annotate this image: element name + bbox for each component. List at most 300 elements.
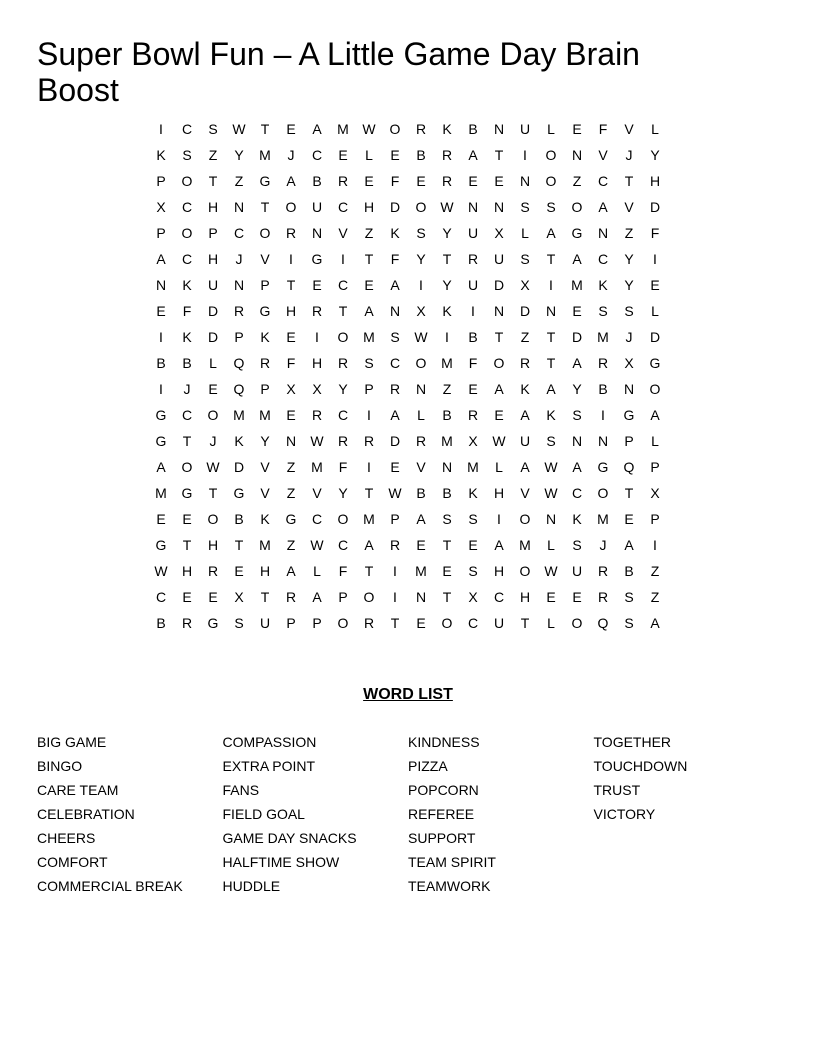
grid-letter[interactable]: X [468,589,478,605]
grid-letter[interactable]: P [260,381,270,397]
grid-letter[interactable]: R [467,251,479,267]
grid-letter[interactable]: N [415,381,427,397]
grid-letter[interactable]: T [390,615,400,631]
grid-letter[interactable]: Y [442,225,452,241]
grid-letter[interactable]: Z [650,563,660,579]
grid-letter[interactable]: S [624,303,634,319]
grid-letter[interactable]: E [494,173,504,189]
grid-letter[interactable]: G [311,251,323,267]
grid-letter[interactable]: W [414,329,428,345]
grid-letter[interactable]: T [208,173,218,189]
grid-letter[interactable]: P [234,329,244,345]
grid-letter[interactable]: P [156,173,166,189]
grid-letter[interactable]: P [390,511,400,527]
grid-letter[interactable]: M [259,147,271,163]
grid-letter[interactable]: K [520,381,530,397]
grid-letter[interactable]: G [623,407,635,423]
grid-letter[interactable]: Z [286,537,296,553]
grid-letter[interactable]: L [547,615,555,631]
grid-letter[interactable]: U [493,615,505,631]
grid-letter[interactable]: E [364,173,374,189]
grid-letter[interactable]: X [234,589,244,605]
grid-letter[interactable]: L [651,303,659,319]
grid-letter[interactable]: G [285,511,297,527]
grid-letter[interactable]: R [597,563,609,579]
grid-letter[interactable]: W [232,121,246,137]
grid-letter[interactable]: S [468,511,478,527]
grid-letter[interactable]: U [467,277,479,293]
grid-letter[interactable]: R [311,407,323,423]
grid-letter[interactable]: I [341,251,345,267]
grid-letter[interactable]: K [260,511,270,527]
grid-letter[interactable]: C [571,485,583,501]
grid-letter[interactable]: X [468,433,478,449]
grid-letter[interactable]: A [390,277,400,293]
grid-letter[interactable]: H [181,563,193,579]
grid-letter[interactable]: Z [650,589,660,605]
grid-letter[interactable]: C [181,199,193,215]
grid-letter[interactable]: C [311,147,323,163]
grid-letter[interactable]: I [315,329,319,345]
grid-letter[interactable]: E [208,381,218,397]
grid-letter[interactable]: A [572,251,582,267]
grid-letter[interactable]: O [259,225,271,241]
grid-letter[interactable]: A [598,199,608,215]
grid-letter[interactable]: D [519,303,531,319]
grid-letter[interactable]: P [260,277,270,293]
grid-letter[interactable]: E [442,563,452,579]
grid-letter[interactable]: D [571,329,583,345]
grid-letter[interactable]: N [441,459,453,475]
grid-letter[interactable]: N [233,199,245,215]
grid-letter[interactable]: K [442,121,452,137]
grid-letter[interactable]: Y [650,147,660,163]
grid-letter[interactable]: T [364,485,374,501]
grid-letter[interactable]: V [338,225,348,241]
grid-letter[interactable]: O [337,329,349,345]
grid-letter[interactable]: N [571,433,583,449]
grid-letter[interactable]: J [235,251,243,267]
grid-letter[interactable]: B [312,173,322,189]
grid-letter[interactable]: B [156,355,166,371]
grid-letter[interactable]: Z [208,147,218,163]
grid-letter[interactable]: C [337,199,349,215]
grid-letter[interactable]: R [207,563,219,579]
grid-letter[interactable]: K [598,277,608,293]
grid-letter[interactable]: B [416,147,426,163]
grid-letter[interactable]: T [364,563,374,579]
grid-letter[interactable]: C [311,511,323,527]
grid-letter[interactable]: E [416,537,426,553]
grid-letter[interactable]: E [208,589,218,605]
grid-letter[interactable]: C [337,277,349,293]
grid-letter[interactable]: N [285,433,297,449]
grid-letter[interactable]: L [651,121,659,137]
grid-letter[interactable]: C [337,407,349,423]
grid-letter[interactable]: O [545,173,557,189]
grid-letter[interactable]: J [183,381,191,397]
grid-letter[interactable]: P [208,225,218,241]
grid-letter[interactable]: B [156,615,166,631]
grid-letter[interactable]: I [367,407,371,423]
grid-letter[interactable]: T [260,199,270,215]
grid-letter[interactable]: I [549,277,553,293]
grid-letter[interactable]: F [338,459,348,475]
grid-letter[interactable]: O [181,225,193,241]
grid-letter[interactable]: O [649,381,661,397]
grid-letter[interactable]: A [520,459,530,475]
grid-letter[interactable]: R [597,355,609,371]
grid-letter[interactable]: M [441,355,453,371]
grid-letter[interactable]: C [233,225,245,241]
grid-letter[interactable]: P [338,589,348,605]
grid-letter[interactable]: H [207,537,219,553]
grid-letter[interactable]: J [209,433,217,449]
grid-letter[interactable]: E [390,147,400,163]
grid-letter[interactable]: A [494,381,504,397]
grid-letter[interactable]: S [468,563,478,579]
grid-letter[interactable]: U [467,225,479,241]
grid-letter[interactable]: M [519,537,531,553]
grid-letter[interactable]: B [624,563,634,579]
grid-letter[interactable]: S [572,407,582,423]
grid-letter[interactable]: O [363,589,375,605]
grid-letter[interactable]: H [519,589,531,605]
grid-letter[interactable]: E [416,173,426,189]
grid-letter[interactable]: O [181,459,193,475]
grid-letter[interactable]: T [208,485,218,501]
grid-letter[interactable]: T [234,537,244,553]
grid-letter[interactable]: I [497,511,501,527]
grid-letter[interactable]: I [159,329,163,345]
grid-letter[interactable]: Y [260,433,270,449]
grid-letter[interactable]: H [259,563,271,579]
grid-letter[interactable]: R [363,615,375,631]
grid-letter[interactable]: G [233,485,245,501]
grid-letter[interactable]: W [440,199,454,215]
grid-letter[interactable]: N [493,303,505,319]
grid-letter[interactable]: G [207,615,219,631]
grid-letter[interactable]: E [572,121,582,137]
grid-letter[interactable]: U [519,433,531,449]
grid-letter[interactable]: A [546,225,556,241]
grid-letter[interactable]: P [624,433,634,449]
grid-letter[interactable]: Q [597,615,609,631]
grid-letter[interactable]: E [468,537,478,553]
grid-letter[interactable]: H [493,485,505,501]
grid-letter[interactable]: Q [233,355,245,371]
grid-letter[interactable]: Z [520,329,530,345]
grid-letter[interactable]: C [467,615,479,631]
grid-letter[interactable]: T [260,121,270,137]
grid-letter[interactable]: K [442,303,452,319]
grid-letter[interactable]: Z [572,173,582,189]
grid-letter[interactable]: G [259,173,271,189]
grid-letter[interactable]: W [544,563,558,579]
grid-letter[interactable]: R [441,173,453,189]
grid-letter[interactable]: S [442,511,452,527]
grid-letter[interactable]: Y [624,277,634,293]
grid-letter[interactable]: D [207,329,219,345]
grid-letter[interactable]: A [572,459,582,475]
grid-letter[interactable]: A [312,121,322,137]
grid-letter[interactable]: S [520,199,530,215]
grid-letter[interactable]: A [364,537,374,553]
grid-letter[interactable]: L [209,355,217,371]
grid-letter[interactable]: F [390,173,400,189]
grid-letter[interactable]: W [388,485,402,501]
grid-letter[interactable]: I [419,277,423,293]
grid-letter[interactable]: V [260,459,270,475]
grid-letter[interactable]: E [364,277,374,293]
grid-letter[interactable]: A [624,537,634,553]
grid-letter[interactable]: X [494,225,504,241]
grid-letter[interactable]: O [597,485,609,501]
grid-letter[interactable]: X [312,381,322,397]
grid-letter[interactable]: N [597,225,609,241]
grid-letter[interactable]: Q [233,381,245,397]
grid-letter[interactable]: R [597,589,609,605]
grid-letter[interactable]: O [545,147,557,163]
grid-letter[interactable]: M [597,511,609,527]
grid-letter[interactable]: R [389,537,401,553]
grid-letter[interactable]: D [389,433,401,449]
grid-letter[interactable]: X [520,277,530,293]
grid-letter[interactable]: H [207,199,219,215]
grid-letter[interactable]: D [493,277,505,293]
grid-letter[interactable]: U [493,251,505,267]
grid-letter[interactable]: M [337,121,349,137]
grid-letter[interactable]: E [182,511,192,527]
grid-letter[interactable]: F [468,355,478,371]
grid-letter[interactable]: W [310,433,324,449]
grid-letter[interactable]: Z [286,485,296,501]
grid-letter[interactable]: B [182,355,192,371]
grid-letter[interactable]: O [519,563,531,579]
grid-letter[interactable]: R [311,303,323,319]
grid-letter[interactable]: E [234,563,244,579]
grid-letter[interactable]: N [389,303,401,319]
grid-letter[interactable]: O [493,355,505,371]
grid-letter[interactable]: M [571,277,583,293]
grid-letter[interactable]: R [415,433,427,449]
grid-letter[interactable]: W [362,121,376,137]
grid-letter[interactable]: L [547,121,555,137]
grid-letter[interactable]: D [389,199,401,215]
grid-letter[interactable]: Y [338,381,348,397]
grid-letter[interactable]: U [519,121,531,137]
grid-letter[interactable]: W [310,537,324,553]
grid-letter[interactable]: I [393,589,397,605]
grid-letter[interactable]: N [597,433,609,449]
grid-letter[interactable]: F [390,251,400,267]
grid-letter[interactable]: P [650,459,660,475]
grid-letter[interactable]: O [389,121,401,137]
grid-letter[interactable]: K [234,433,244,449]
grid-letter[interactable]: R [467,407,479,423]
grid-letter[interactable]: R [389,381,401,397]
grid-letter[interactable]: L [365,147,373,163]
grid-letter[interactable]: I [159,121,163,137]
grid-letter[interactable]: E [546,589,556,605]
grid-letter[interactable]: O [285,199,297,215]
grid-letter[interactable]: C [181,251,193,267]
grid-letter[interactable]: J [625,329,633,345]
grid-letter[interactable]: E [156,511,166,527]
grid-letter[interactable]: A [416,511,426,527]
grid-letter[interactable]: Q [623,459,635,475]
grid-letter[interactable]: T [442,589,452,605]
grid-letter[interactable]: E [624,511,634,527]
grid-letter[interactable]: G [259,303,271,319]
grid-letter[interactable]: L [547,537,555,553]
grid-letter[interactable]: S [182,147,192,163]
grid-letter[interactable]: I [393,563,397,579]
grid-letter[interactable]: C [389,355,401,371]
grid-letter[interactable]: T [494,329,504,345]
grid-letter[interactable]: A [468,147,478,163]
grid-letter[interactable]: R [233,303,245,319]
grid-letter[interactable]: H [649,173,661,189]
grid-letter[interactable]: N [571,147,583,163]
grid-letter[interactable]: I [653,251,657,267]
grid-letter[interactable]: M [311,459,323,475]
grid-letter[interactable]: B [416,485,426,501]
grid-letter[interactable]: O [207,511,219,527]
grid-letter[interactable]: L [651,433,659,449]
grid-letter[interactable]: N [545,303,557,319]
grid-letter[interactable]: H [207,251,219,267]
grid-letter[interactable]: E [468,381,478,397]
grid-letter[interactable]: O [207,407,219,423]
grid-letter[interactable]: V [416,459,426,475]
grid-letter[interactable]: D [207,303,219,319]
grid-letter[interactable]: U [259,615,271,631]
grid-letter[interactable]: I [523,147,527,163]
grid-letter[interactable]: R [363,433,375,449]
grid-letter[interactable]: E [416,615,426,631]
grid-letter[interactable]: H [493,563,505,579]
grid-letter[interactable]: K [572,511,582,527]
grid-letter[interactable]: O [181,173,193,189]
grid-letter[interactable]: V [624,199,634,215]
grid-letter[interactable]: T [494,147,504,163]
grid-letter[interactable]: A [156,251,166,267]
grid-letter[interactable]: T [364,251,374,267]
grid-letter[interactable]: H [311,355,323,371]
grid-letter[interactable]: F [598,121,608,137]
grid-letter[interactable]: Y [416,251,426,267]
grid-letter[interactable]: W [206,459,220,475]
grid-letter[interactable]: F [286,355,296,371]
grid-letter[interactable]: E [286,121,296,137]
grid-letter[interactable]: N [467,199,479,215]
grid-letter[interactable]: E [468,173,478,189]
grid-letter[interactable]: H [363,199,375,215]
grid-letter[interactable]: T [546,355,556,371]
grid-letter[interactable]: Z [442,381,452,397]
grid-letter[interactable]: R [181,615,193,631]
grid-letter[interactable]: Y [572,381,582,397]
grid-letter[interactable]: C [181,121,193,137]
grid-letter[interactable]: I [445,329,449,345]
grid-letter[interactable]: D [649,329,661,345]
grid-letter[interactable]: O [519,511,531,527]
grid-letter[interactable]: E [286,329,296,345]
grid-letter[interactable]: S [624,589,634,605]
grid-letter[interactable]: R [285,225,297,241]
grid-letter[interactable]: C [181,407,193,423]
grid-letter[interactable]: L [313,563,321,579]
grid-letter[interactable]: V [312,485,322,501]
grid-letter[interactable]: U [311,199,323,215]
grid-letter[interactable]: T [546,251,556,267]
grid-letter[interactable]: L [521,225,529,241]
grid-letter[interactable]: Z [286,459,296,475]
grid-letter[interactable]: G [155,433,167,449]
grid-letter[interactable]: U [207,277,219,293]
grid-letter[interactable]: T [442,251,452,267]
grid-letter[interactable]: X [624,355,634,371]
grid-letter[interactable]: F [182,303,192,319]
grid-letter[interactable]: M [363,511,375,527]
grid-letter[interactable]: K [182,277,192,293]
grid-letter[interactable]: E [572,303,582,319]
grid-letter[interactable]: M [155,485,167,501]
grid-letter[interactable]: M [441,433,453,449]
word-search-grid[interactable] [148,116,668,636]
grid-letter[interactable]: S [624,615,634,631]
grid-letter[interactable]: E [650,277,660,293]
grid-letter[interactable]: F [650,225,660,241]
grid-letter[interactable]: T [442,537,452,553]
grid-letter[interactable]: R [285,589,297,605]
grid-letter[interactable]: I [601,407,605,423]
grid-letter[interactable]: B [442,485,452,501]
grid-letter[interactable]: C [597,173,609,189]
grid-letter[interactable]: F [338,563,348,579]
grid-letter[interactable]: E [572,589,582,605]
grid-letter[interactable]: X [416,303,426,319]
grid-letter[interactable]: K [468,485,478,501]
grid-letter[interactable]: O [415,199,427,215]
grid-letter[interactable]: A [572,355,582,371]
grid-letter[interactable]: E [312,277,322,293]
grid-letter[interactable]: A [494,537,504,553]
grid-letter[interactable]: Y [624,251,634,267]
grid-letter[interactable]: D [649,199,661,215]
grid-letter[interactable]: N [311,225,323,241]
grid-letter[interactable]: I [289,251,293,267]
grid-letter[interactable]: G [597,459,609,475]
grid-letter[interactable]: S [208,121,218,137]
grid-letter[interactable]: T [182,433,192,449]
grid-letter[interactable]: K [260,329,270,345]
grid-letter[interactable]: M [259,537,271,553]
grid-letter[interactable]: W [544,459,558,475]
grid-letter[interactable]: Z [624,225,634,241]
grid-letter[interactable]: W [492,433,506,449]
grid-letter[interactable]: Y [234,147,244,163]
grid-letter[interactable]: R [337,433,349,449]
grid-letter[interactable]: R [519,355,531,371]
grid-letter[interactable]: S [416,225,426,241]
grid-letter[interactable]: V [624,121,634,137]
grid-letter[interactable]: M [233,407,245,423]
grid-letter[interactable]: M [597,329,609,345]
grid-letter[interactable]: T [546,329,556,345]
grid-letter[interactable]: B [598,381,608,397]
